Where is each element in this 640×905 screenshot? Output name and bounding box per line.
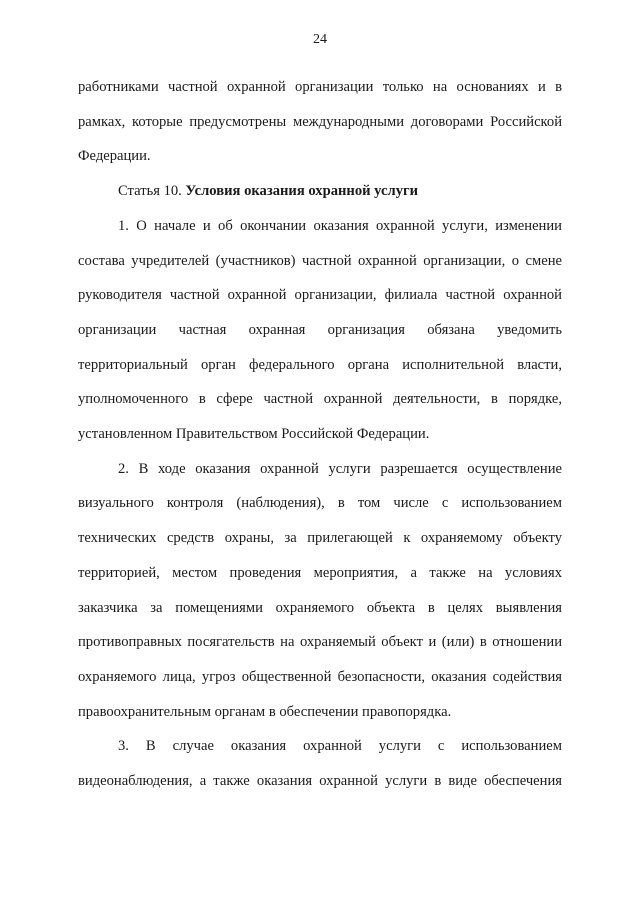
article-heading <box>78 174 562 209</box>
page-number: 24 <box>313 32 327 47</box>
paragraph-3: 3. В случае оказания охранной услуги с использованием видеонаблюдения, а также оказания охранной услуги в виде обеспечения <box>78 738 562 790</box>
document-body <box>78 70 562 799</box>
article-title: Условия оказания охранной услуги <box>185 183 419 200</box>
paragraph-1: 1. О начале и об окончании оказания охранной услуги, изменении состава учредителей (участников) частной охранной организации, о смене руководителя частной охранной организации, филиала частной охранной организации частная охранная организация обязана уведомить территориальный орган федерального органа исполнительной власти, уполномоченного в сфере частной охранной деятельности, в порядке, установленном Правительством Российской Федерации. <box>78 217 562 443</box>
paragraph-2: 2. В ходе оказания охранной услуги разрешается осуществление визуального контроля (наблюдения), в том числе с использованием технических средств охраны, за прилегающей к охраняемому объекту территорией, местом проведения мероприятия, а также на условиях заказчика за помещениями охраняемого объекта в целях выявления противоправных посягательств на охраняемый объект и (или) в отношении охраняемого лица, угроз общественной безопасности, оказания содействия правоохранительным органам в обеспечении правопорядка. <box>78 460 562 720</box>
paragraph-intro: работниками частной охранной организации только на основаниях и в рамках, которые предусмотрены международными договорами Российской Федерации. <box>78 79 562 165</box>
article-label: Статья 10. <box>118 183 182 200</box>
